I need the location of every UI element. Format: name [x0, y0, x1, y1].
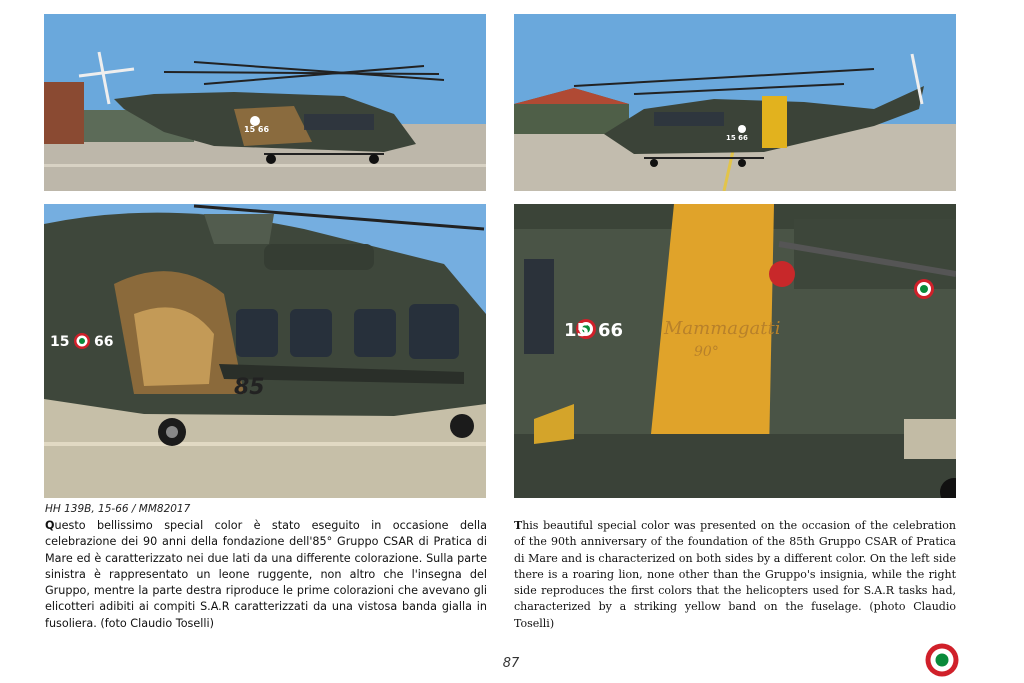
svg-text:85: 85 — [234, 375, 265, 400]
photo-lion-detail — [44, 204, 486, 498]
svg-text:66: 66 — [598, 320, 624, 341]
italian-paragraph — [45, 518, 487, 632]
svg-text:15: 15 — [50, 334, 70, 350]
svg-text:66: 66 — [94, 334, 114, 350]
photo-caption: HH 139B, 15-66 / MM82017 — [45, 503, 191, 515]
english-dropcap: T — [514, 519, 523, 532]
roundel-icon — [925, 643, 959, 677]
italian-dropcap: Q — [45, 519, 55, 532]
svg-text:15 66: 15 66 — [244, 125, 270, 134]
english-text: his beautiful special color was presented on the occasion of the celebration of the 90th anniversary of the foundation of the 85th Gruppo CSAR of Pratica di Mare and is characterized on both sides by a different color. On the left side there is a roaring lion, none other than the Gruppo's insignia, while the right side reproduces the first colors that the helicopters used for S.A.R tasks had, characterized by a striking yellow band on the fuselage. (photo Claudio Toselli) — [514, 519, 956, 630]
svg-text:15: 15 — [564, 320, 590, 341]
svg-text:90°: 90° — [694, 344, 719, 360]
svg-text:15 66: 15 66 — [726, 134, 748, 142]
english-paragraph — [514, 518, 956, 632]
photo-left-side — [44, 14, 486, 191]
photo-right-side — [514, 14, 956, 191]
italian-text: uesto bellissimo special color è stato eseguito in occasione della celebrazione dei 90 anni della fondazione dell'85° Gruppo CSAR di Pratica di Mare ed è caratterizzato nei due lati da una differente colorazione. Sulla parte sinistra è rappresentato un leone ruggente, non altro che l'insegna del Gruppo, mentre la parte destra riproduce le prime colorazioni che avevano gli elicotteri adibiti ai compiti S.A.R caratterizzati da una vistosa banda gialla in fusoliera. (foto Claudio Toselli) — [45, 519, 487, 630]
photo-yellow-band-detail — [514, 204, 956, 498]
svg-text:Mammagatti: Mammagatti — [664, 318, 781, 339]
page-number: 87 — [502, 656, 520, 671]
